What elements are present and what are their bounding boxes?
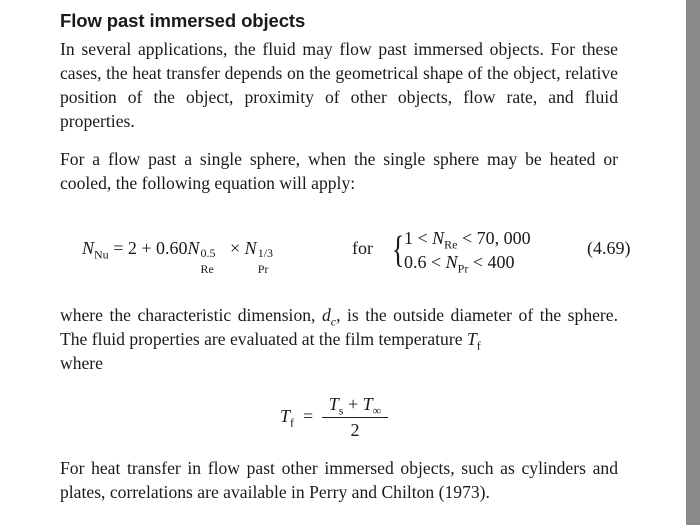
paragraph-intro: In several applications, the fluid may flow past immersed objects. For these cases, the heat transfer depends on the geometrical shape of the object, relative position of the object, proximity of other objects, flow rate, and fluid properties. bbox=[60, 39, 618, 131]
paragraph-sphere: For a flow past a single sphere, when the single sphere may be heated or cooled, the following equation will apply: bbox=[60, 149, 618, 193]
condition-reynolds: $1 < N_{Re} < 70$, 000 bbox=[404, 228, 531, 252]
film-temperature-lhs: $T_f$ = bbox=[280, 406, 314, 430]
left-brace: { bbox=[391, 229, 405, 271]
film-temperature-fraction bbox=[320, 394, 390, 441]
equation-for-word: for bbox=[352, 238, 373, 258]
fraction-numerator: $T_s + T_\infty$ bbox=[328, 394, 382, 418]
condition-prandtl: $0.6 < N_{Pr} < 400$ bbox=[404, 252, 515, 276]
paragraph-other-objects: For heat transfer in flow past other immersed objects, such as cylinders and plates, correlations are available in Perry and Chilton (1973). bbox=[60, 458, 618, 502]
equation-film-temperature bbox=[280, 394, 480, 444]
paragraph-characteristic-dimension: where the characteristic dimension, $d_c$, is the outside diameter of the sphere. The fluid properties are evaluated at the film temperature $T_f$ where bbox=[60, 305, 618, 373]
equation-lhs: $N_{Nu} = 2 + 0.60N$ 0.5 Re × N 1/3 Pr bbox=[82, 238, 274, 276]
viewer-edge-bar bbox=[686, 0, 700, 525]
equation-number: (4.69) bbox=[587, 238, 631, 258]
section-heading: Flow past immersed objects bbox=[60, 10, 306, 31]
equation-4-69 bbox=[82, 226, 631, 276]
fraction-denominator: 2 bbox=[350, 420, 360, 440]
